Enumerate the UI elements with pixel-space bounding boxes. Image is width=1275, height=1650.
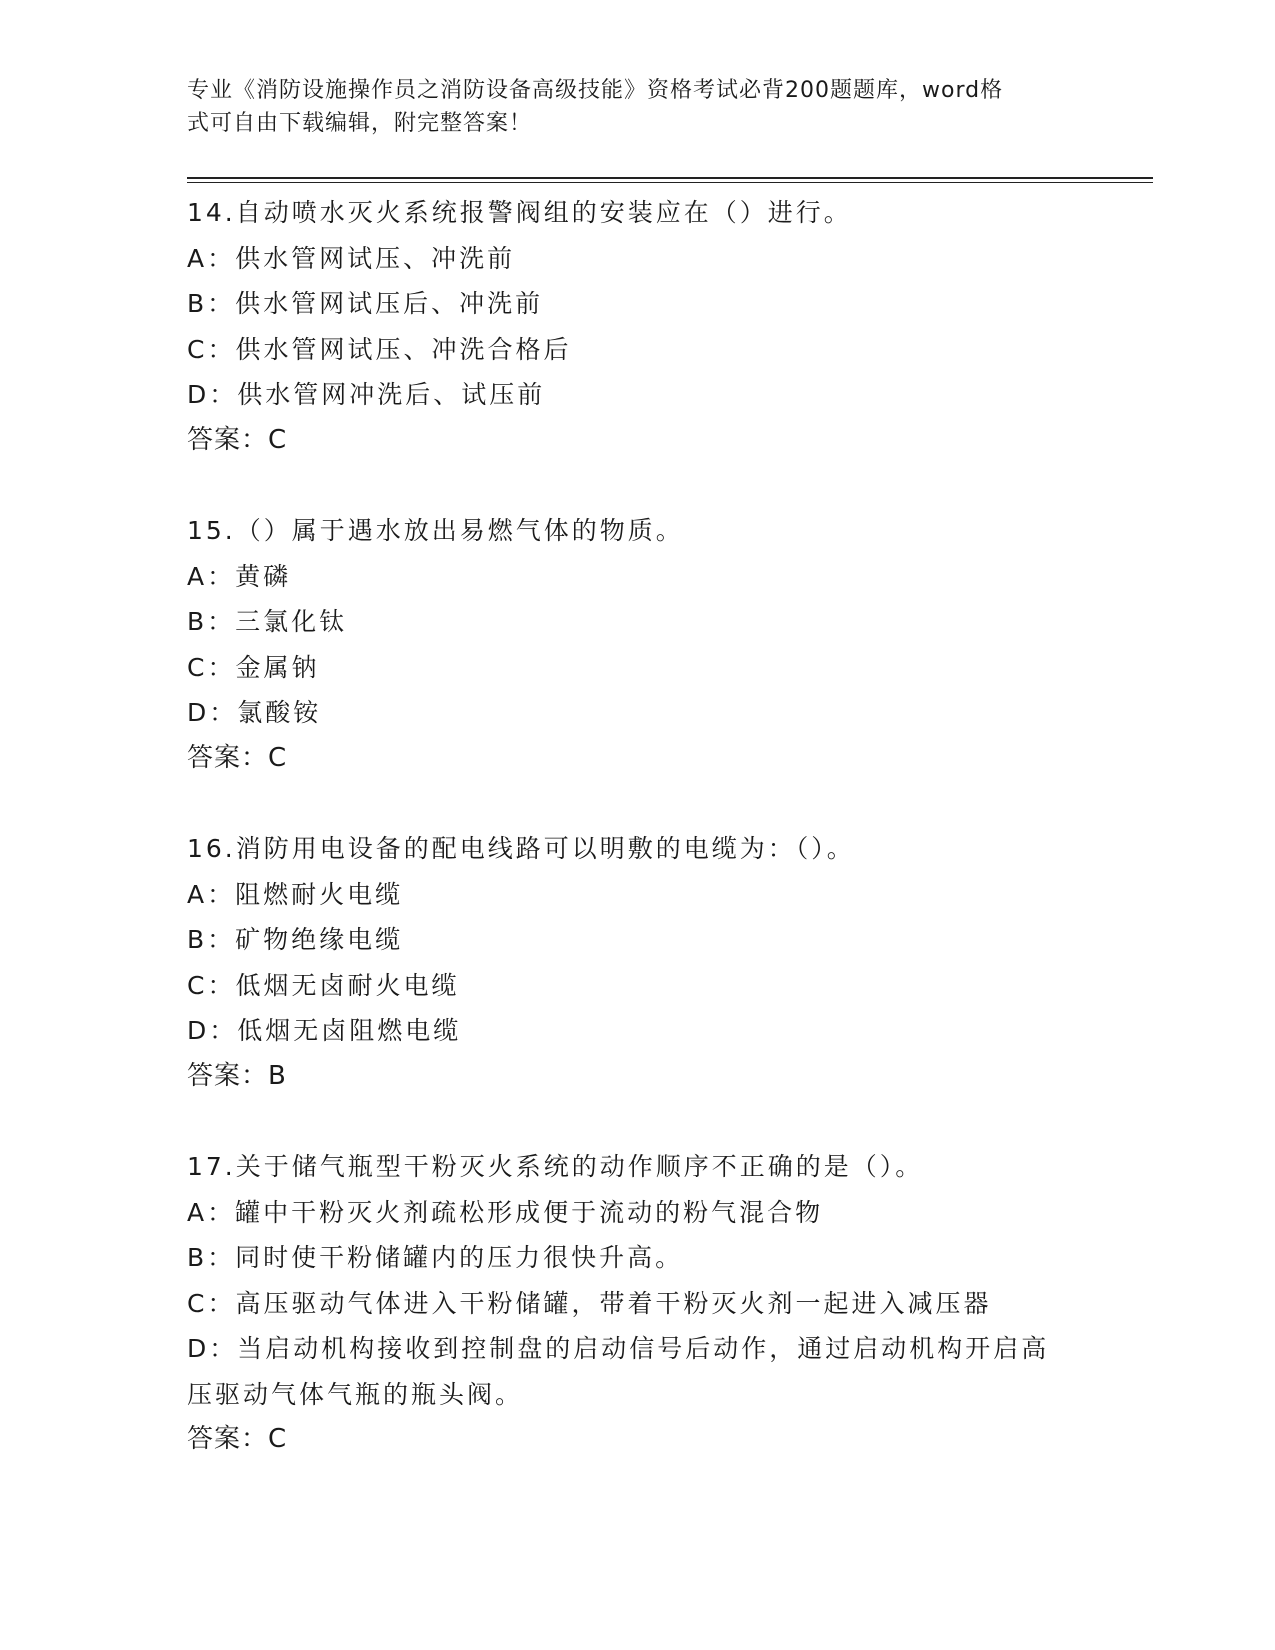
option-d: D：氯酸铵 xyxy=(187,698,322,727)
option-a: A：罐中干粉灭火剂疏松形成便于流动的粉气混合物 xyxy=(187,1197,824,1227)
question-16 xyxy=(187,826,1087,1099)
option-d: D：当启动机构接收到控制盘的启动信号后动作，通过启动机构开启高 xyxy=(187,1334,1050,1363)
question-stem: 17.关于储气瓶型干粉灭火系统的动作顺序不正确的是（）。 xyxy=(187,1152,924,1181)
document-header xyxy=(187,74,1067,140)
question-17 xyxy=(187,1144,1087,1463)
option-d-continued: 压驱动气体气瓶的瓶头阀。 xyxy=(187,1379,524,1409)
answer-text: 答案：C xyxy=(187,424,288,455)
option-c: C：金属钠 xyxy=(187,652,320,682)
option-b: B：三氯化钛 xyxy=(187,607,348,636)
header-line-1: 专业《消防设施操作员之消防设备高级技能》资格考试必背200题题库，word格 xyxy=(187,78,1004,103)
question-15 xyxy=(187,508,1087,781)
option-c: C：低烟无卤耐火电缆 xyxy=(187,970,460,1000)
option-d: D：供水管网冲洗后、试压前 xyxy=(187,380,546,409)
option-b: B：同时使干粉储罐内的压力很快升高。 xyxy=(187,1243,684,1272)
option-b: B：供水管网试压后、冲洗前 xyxy=(187,289,544,318)
option-a: A：黄磷 xyxy=(187,561,292,591)
question-list xyxy=(187,190,1087,1508)
header-rule-thick xyxy=(187,177,1153,179)
answer-text: 答案：C xyxy=(187,742,288,773)
header-rule-thin xyxy=(187,182,1153,183)
option-d: D：低烟无卤阻燃电缆 xyxy=(187,1016,462,1045)
question-stem: 16.消防用电设备的配电线路可以明敷的电缆为：（）。 xyxy=(187,834,855,863)
option-a: A：供水管网试压、冲洗前 xyxy=(187,243,516,273)
question-14 xyxy=(187,190,1087,463)
option-c: C：高压驱动气体进入干粉储罐，带着干粉灭火剂一起进入减压器 xyxy=(187,1288,992,1318)
question-stem: 14.自动喷水灭火系统报警阀组的安装应在（）进行。 xyxy=(187,198,852,227)
answer-text: 答案：C xyxy=(187,1424,288,1454)
answer-text: 答案：B xyxy=(187,1060,287,1091)
option-a: A：阻燃耐火电缆 xyxy=(187,879,404,909)
option-b: B：矿物绝缘电缆 xyxy=(187,925,404,954)
option-c: C：供水管网试压、冲洗合格后 xyxy=(187,334,572,364)
header-line-2: 式可自由下载编辑，附完整答案！ xyxy=(187,111,533,136)
question-stem: 15.（）属于遇水放出易燃气体的物质。 xyxy=(187,516,684,545)
